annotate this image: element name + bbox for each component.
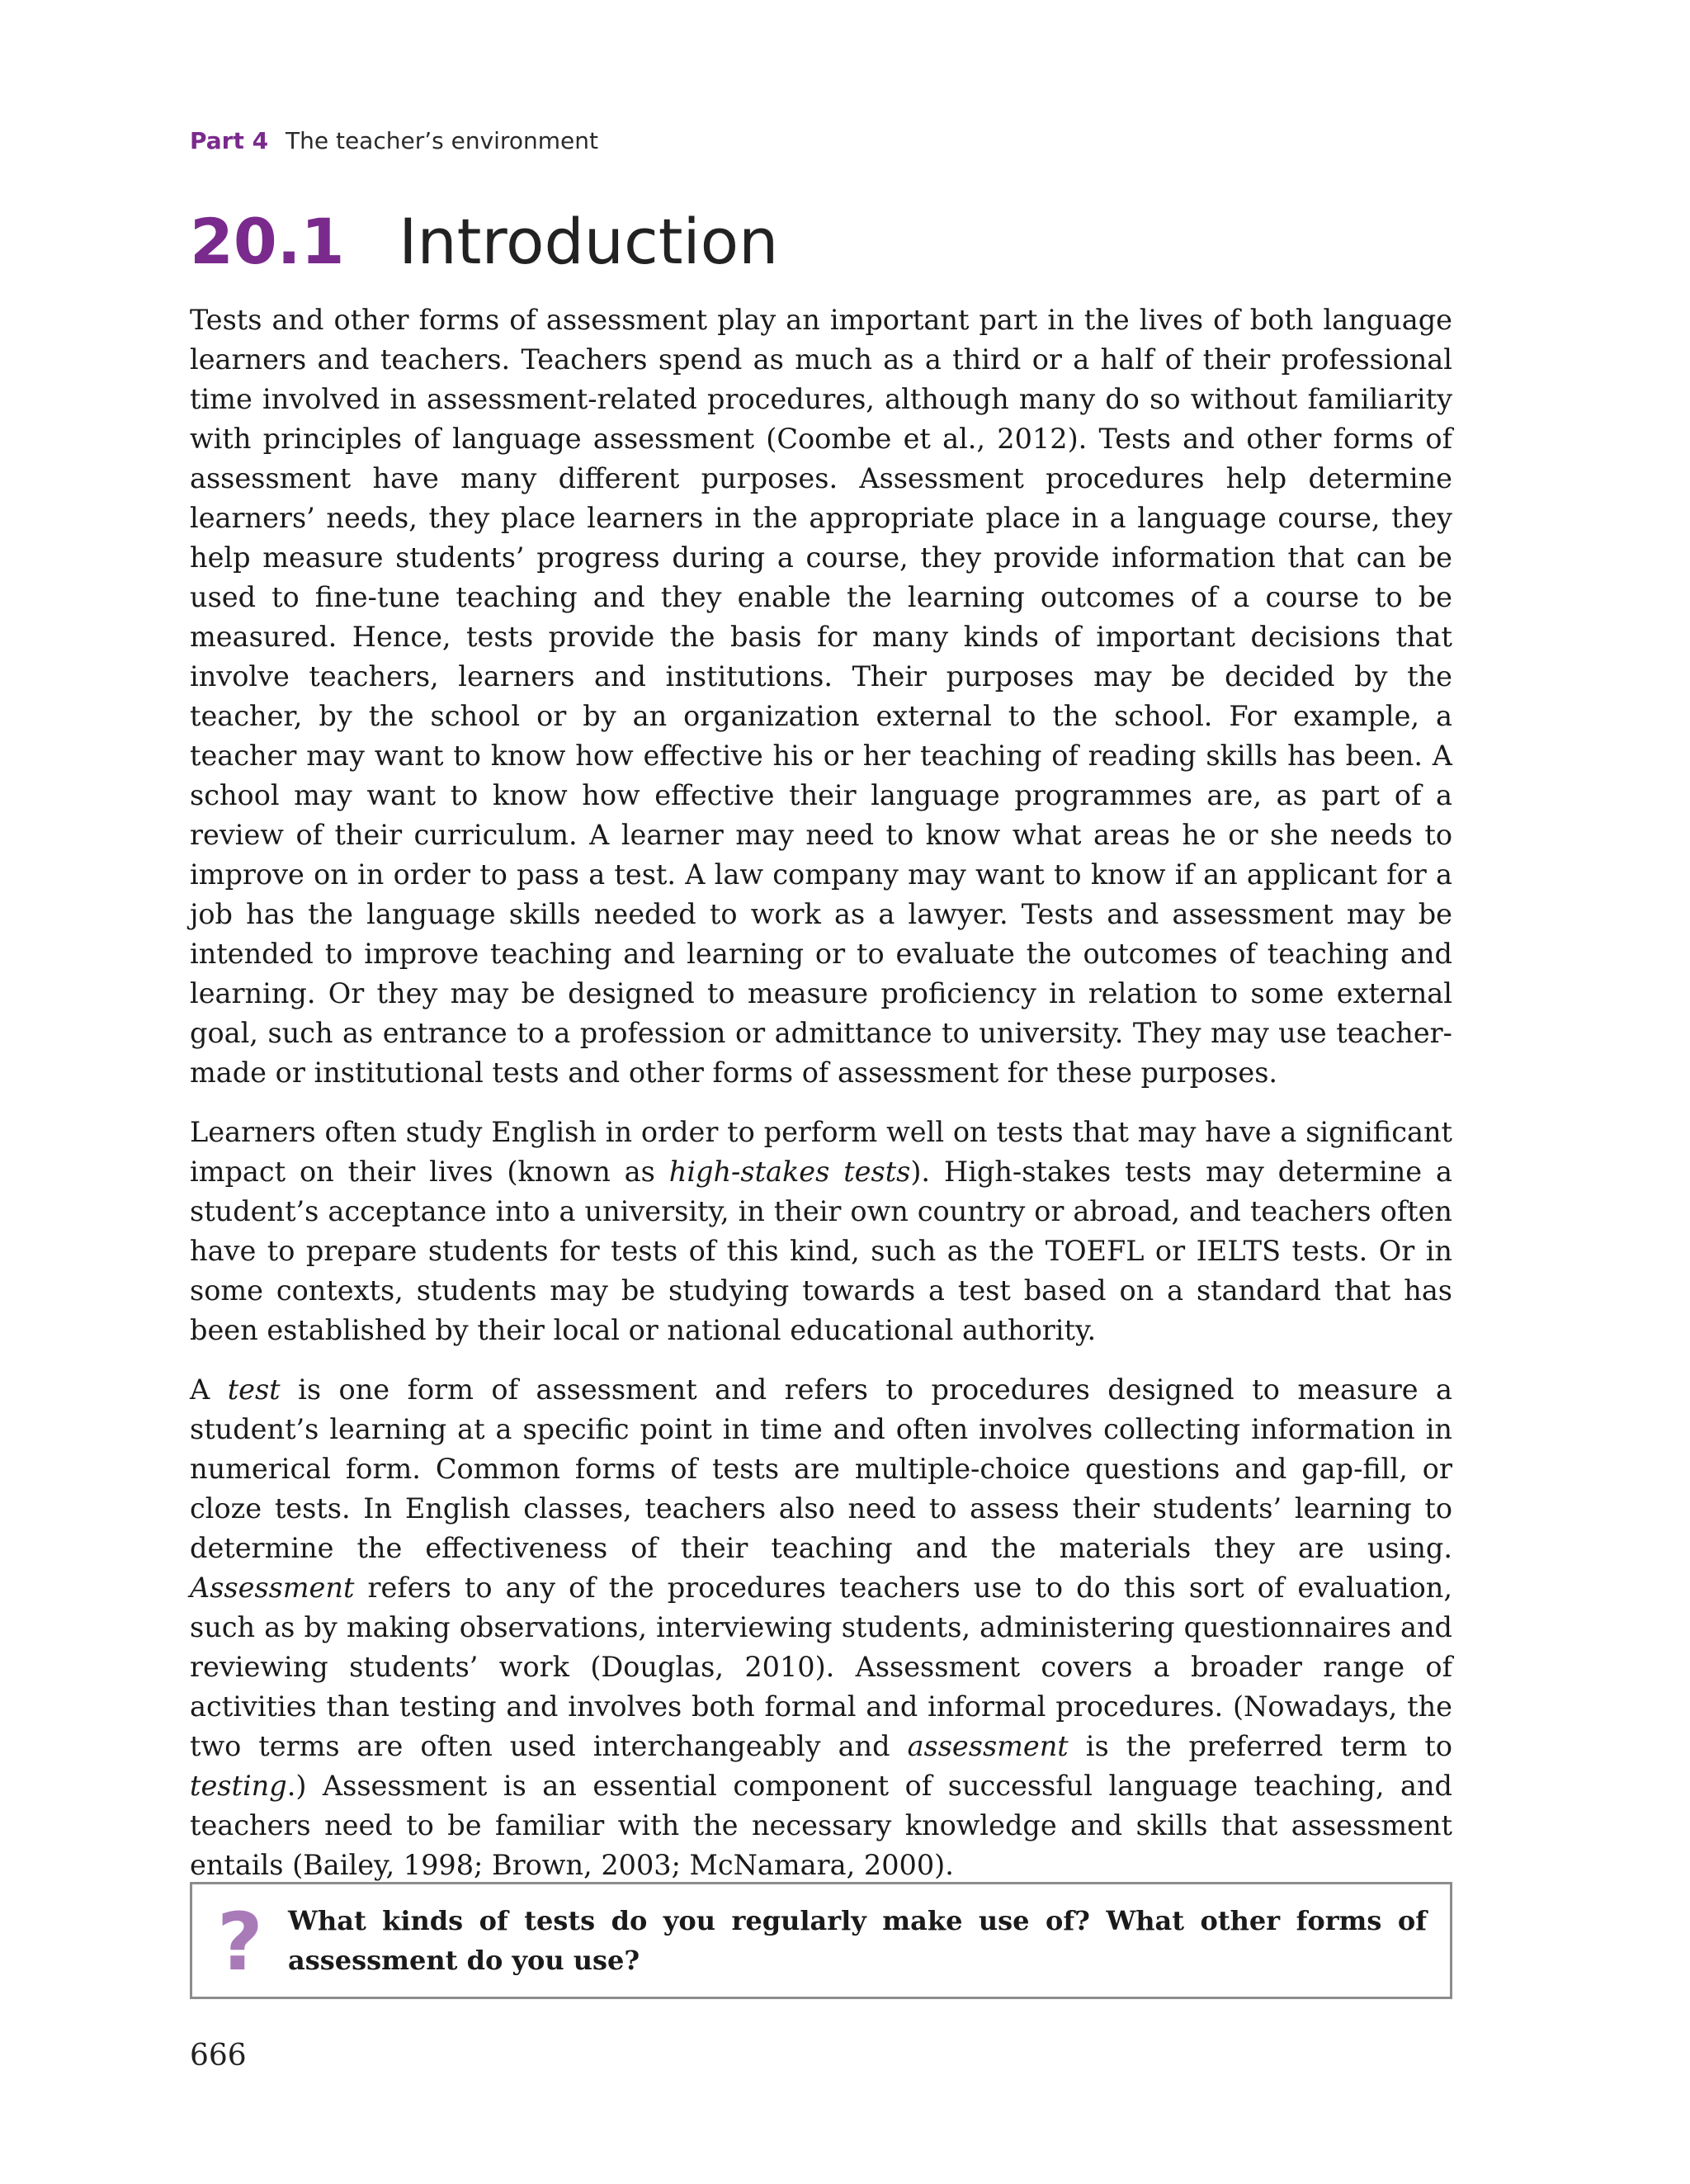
reflection-question-box xyxy=(190,1882,1452,1999)
paragraph xyxy=(190,300,1452,1093)
text-run: .) Assessment is an essential component of successful language teaching, and teachers need to be familiar with the necessary knowledge and skills that assessment entails (Bailey, 1998; Brown, 2003; McNamara, 2000). xyxy=(190,1770,1452,1881)
text-run: A xyxy=(190,1373,228,1406)
paragraph xyxy=(190,1370,1452,1885)
text-run: refers to any of the procedures teachers use to do this sort of evaluation, such as by making observations, interviewing students, administering questionnaires and reviewing students’ work (Douglas, 2010). Assessment covers a broader range of activities than testing and involves both formal and informal procedures. (Nowadays, the two terms are often used interchangeably and xyxy=(190,1572,1452,1762)
text-run: Learners often study English in order to perform well on tests that may have a significant impact on their lives (known as xyxy=(190,1116,1452,1188)
body-text xyxy=(190,300,1452,1905)
page-number: 666 xyxy=(190,2039,247,2073)
running-header xyxy=(190,127,598,154)
italic-term: test xyxy=(227,1373,281,1406)
part-title: The teacher’s environment xyxy=(286,127,598,154)
italic-term: assessment xyxy=(907,1730,1069,1762)
reflection-question: What kinds of tests do you regularly make use of? What other forms of assessment do you use? xyxy=(288,1905,1427,1976)
section-number: 20.1 xyxy=(190,205,345,278)
question-mark-icon: ? xyxy=(217,1896,263,1988)
text-run: is the preferred term to xyxy=(1068,1730,1453,1762)
section-heading xyxy=(190,205,778,287)
text-run: Tests and other forms of assessment play an important part in the lives of both language learners and teachers. Teachers spend as much as a third or a half of their professional time involved in assessment-related procedures, although many do so without familiarity with principles of language assessment (Coombe et al., 2012). Tests and other forms of assessment have many different purposes. Assessment procedures help determine learners’ needs, they place learners in the appropriate place in a language course, they help measure students’ progress during a course, they provide information that can be used to fine-tune teaching and they enable the learning outcomes of a course to be measured. Hence, tests provide the basis for many kinds of important decisions that involve teachers, learners and institutions. Their purposes may be decided by the teacher, by the school or by an organization external to the school. For example, a teacher may want to know how effective his or her teaching of reading skills has been. A school may want to know how effective their language programmes are, as part of a review of their curriculum. A learner may need to know what areas he or she needs to improve on in order to pass a test. A law company may want to know if an applicant for a job has the language skills needed to work as a lawyer. Tests and assessment may be intended to improve teaching and learning or to evaluate the outcomes of teaching and learning. Or they may be designed to measure proficiency in relation to some external goal, such as entrance to a profession or admittance to university. They may use teacher-made or institutional tests and other forms of assessment for these purposes. xyxy=(190,304,1452,1089)
italic-term: Assessment xyxy=(190,1572,355,1604)
text-run: is one form of assessment and refers to procedures designed to measure a student’s learning at a specific point in time and often involves collecting information in numerical form. Common forms of tests are multiple-choice questions and gap-fill, or cloze tests. In English classes, teachers also need to assess their students’ learning to determine the effectiveness of their teaching and the materials they are using. xyxy=(190,1373,1452,1564)
italic-term: testing xyxy=(190,1770,287,1802)
text-run: ). High-stakes tests may determine a student’s acceptance into a university, in their own country or abroad, and teachers often have to prepare students for tests of this kind, such as the TOEFL or IELTS tests. Or in some contexts, students may be studying towards a test based on a standard that has been established by their local or national educational authority. xyxy=(190,1156,1452,1346)
section-title: Introduction xyxy=(399,205,779,278)
paragraph xyxy=(190,1113,1452,1350)
part-label: Part 4 xyxy=(190,127,269,154)
italic-term: high-stakes tests xyxy=(668,1156,911,1188)
